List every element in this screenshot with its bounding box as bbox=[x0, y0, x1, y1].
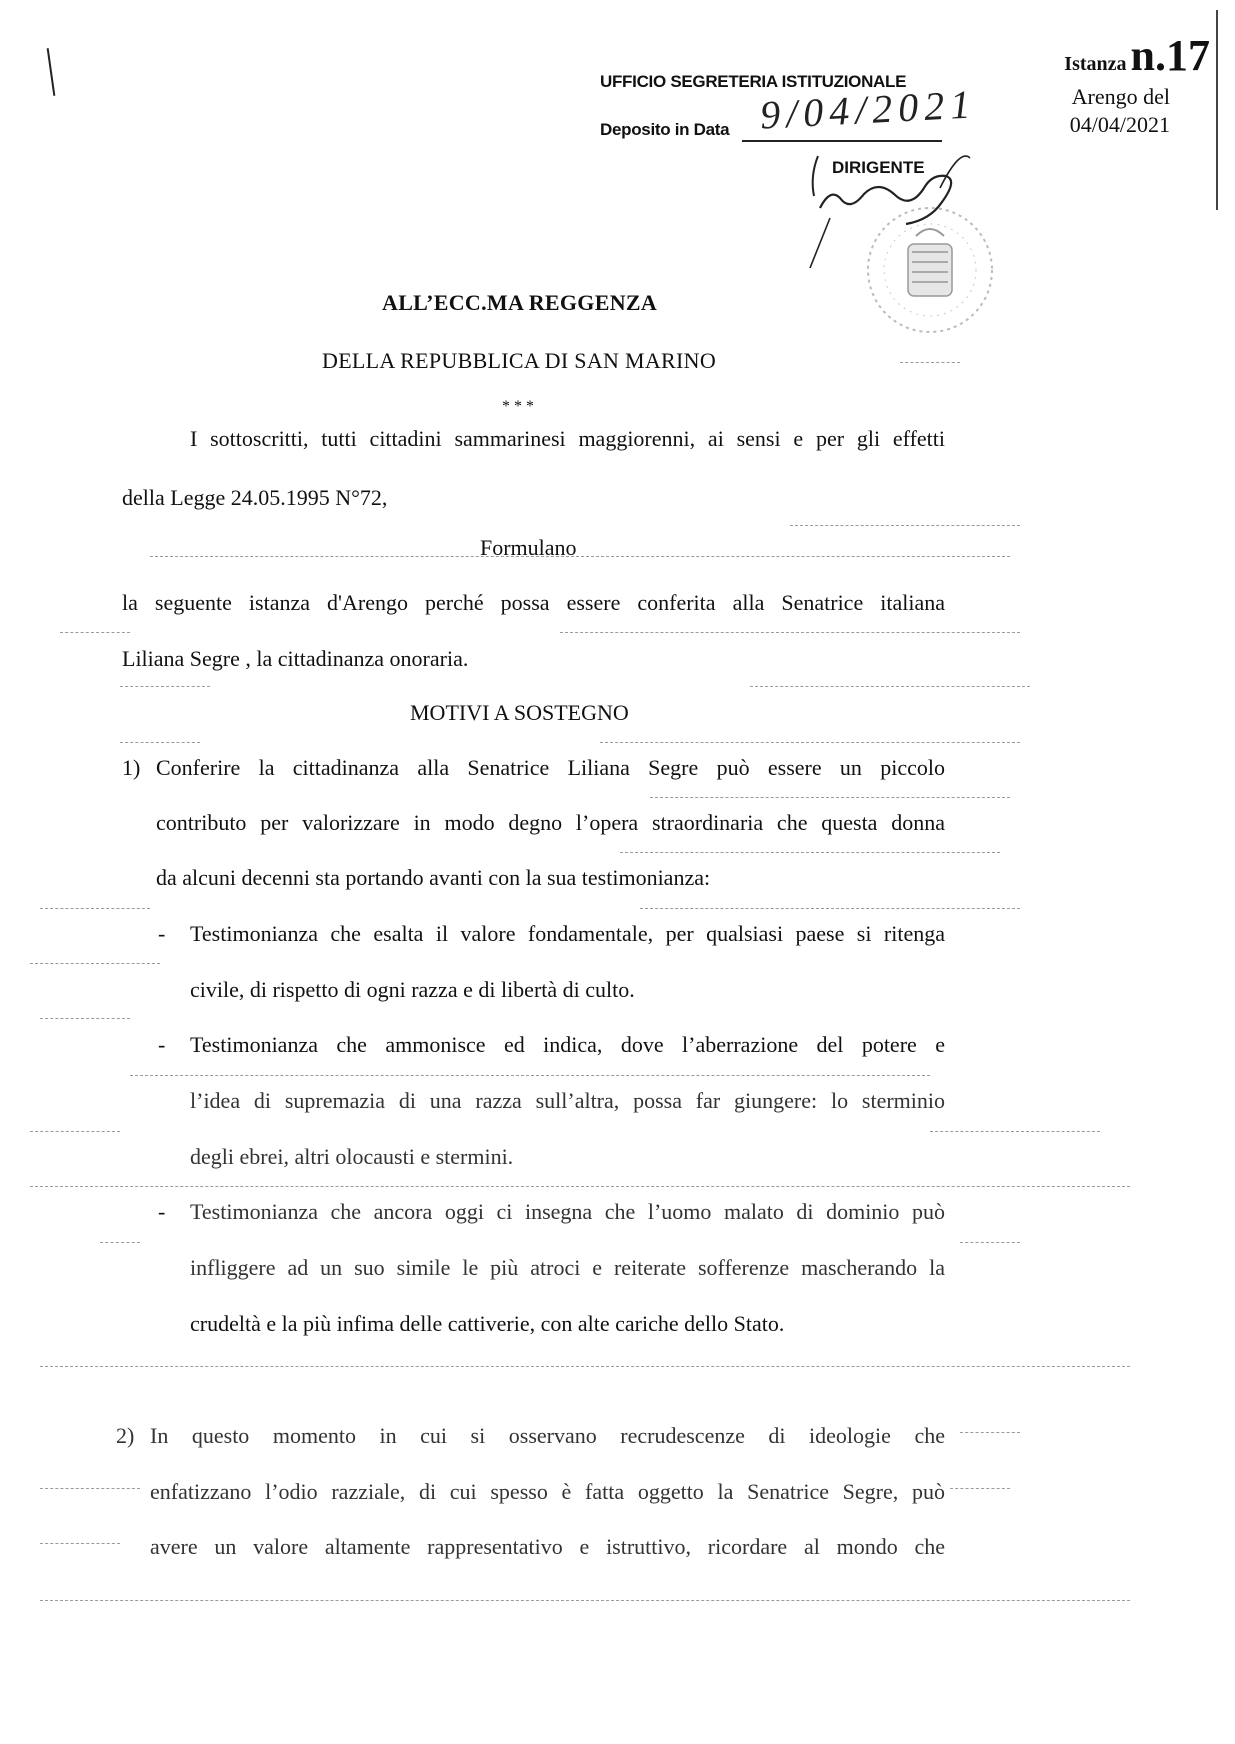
motivo-2-number: 2) bbox=[116, 1423, 135, 1448]
bullet-2-line-3: degli ebrei, altri olocausti e stermini. bbox=[190, 1144, 514, 1169]
motivo-1-line-2: contributo per valorizzare in modo degno l’opera straordinaria che questa donna bbox=[156, 810, 945, 835]
address-line-2: DELLA REPUBBLICA DI SAN MARINO bbox=[322, 348, 717, 373]
deposit-date-handwritten: 9/04/2021 bbox=[758, 81, 978, 138]
bullet-3-line-2: infliggere ad un suo simile le più atroci e reiterate sofferenze mascherando la bbox=[190, 1255, 945, 1280]
bullet-2-line-1: Testimonianza che ammonisce ed indica, dove l’aberrazione del potere e bbox=[190, 1032, 945, 1057]
istanza-badge bbox=[1010, 30, 1210, 81]
office-stamp-title: UFFICIO SEGRETERIA ISTITUZIONALE bbox=[600, 72, 907, 91]
bullet-1-line-2: civile, di rispetto di ogni razza e di libertà di culto. bbox=[190, 977, 635, 1002]
official-seal bbox=[850, 200, 1010, 340]
arengo-label: Arengo del bbox=[1071, 84, 1170, 109]
bullet-2-line-2: l’idea di supremazia di una razza sull’altra, possa far giungere: lo sterminio bbox=[190, 1088, 945, 1113]
intro-line-1: I sottoscritti, tutti cittadini sammarinesi maggiorenni, ai sensi e per gli effetti bbox=[190, 426, 945, 451]
page-edge-line bbox=[1216, 10, 1218, 210]
bullet-3-line-3: crudeltà e la più infima delle cattiverie, con alte cariche dello Stato. bbox=[190, 1311, 785, 1336]
request-line-2: Liliana Segre , la cittadinanza onoraria. bbox=[122, 646, 469, 671]
dirigente-label: DIRIGENTE bbox=[832, 158, 925, 177]
istanza-number: n.17 bbox=[1130, 31, 1210, 80]
bullet-2-marker: - bbox=[158, 1032, 166, 1057]
motivi-heading: MOTIVI A SOSTEGNO bbox=[410, 700, 629, 725]
intro-line-2: della Legge 24.05.1995 N°72, bbox=[122, 485, 388, 510]
istanza-prefix: Istanza bbox=[1064, 53, 1127, 75]
bullet-1-marker: - bbox=[158, 921, 166, 946]
bullet-3-line-1: Testimonianza che ancora oggi ci insegna che l’uomo malato di dominio può bbox=[190, 1199, 945, 1224]
request-line-1: la seguente istanza d'Arengo perché possa essere conferita alla Senatrice italiana bbox=[122, 590, 945, 615]
arengo-date: 04/04/2021 bbox=[1069, 112, 1170, 137]
deposit-date-label: Deposito in Data bbox=[600, 120, 730, 139]
motivo-2-line-2: enfatizzano l’odio razziale, di cui spesso è fatta oggetto la Senatrice Segre, può bbox=[150, 1479, 945, 1504]
address-line-1: ALL’ECC.MA REGGENZA bbox=[382, 290, 658, 315]
motivo-2-line-3: avere un valore altamente rappresentativo e istruttivo, ricordare al mondo che bbox=[150, 1534, 945, 1559]
formulano-heading: Formulano bbox=[480, 535, 577, 560]
bullet-1-line-1: Testimonianza che esalta il valore fondamentale, per qualsiasi paese si ritenga bbox=[190, 921, 945, 946]
bullet-3-marker: - bbox=[158, 1199, 166, 1224]
margin-mark bbox=[47, 48, 56, 96]
motivo-2-line-1: In questo momento in cui si osservano recrudescenze di ideologie che bbox=[150, 1423, 945, 1448]
motivo-1-line-3: da alcuni decenni sta portando avanti con la sua testimonianza: bbox=[156, 865, 711, 890]
motivo-1-line-1: Conferire la cittadinanza alla Senatrice Liliana Segre può essere un piccolo bbox=[156, 755, 945, 780]
deposit-date-underline bbox=[742, 140, 942, 142]
section-stars: * * * bbox=[502, 398, 534, 415]
motivo-1-number: 1) bbox=[122, 755, 141, 780]
